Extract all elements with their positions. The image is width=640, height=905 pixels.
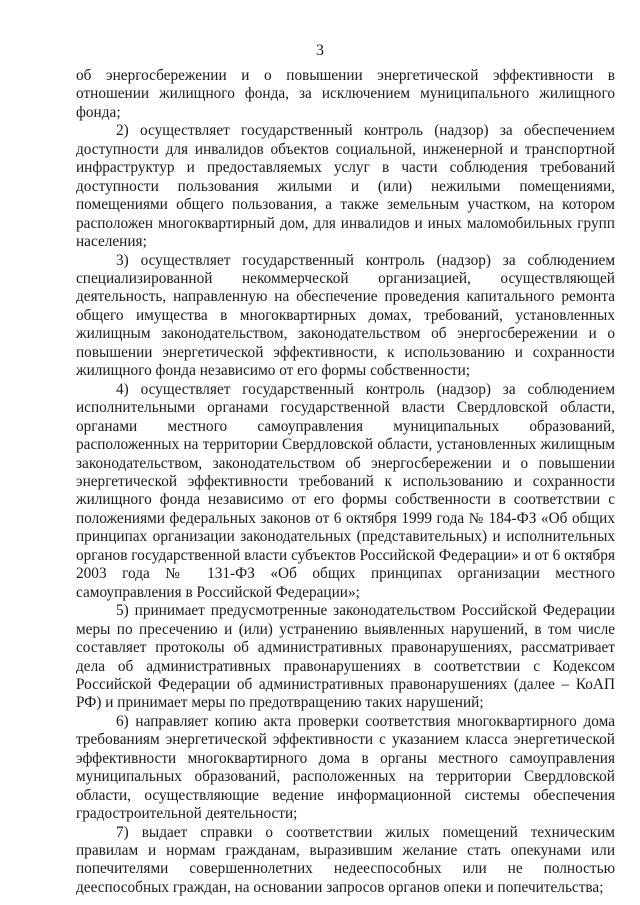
paragraph-item-2: 2) осуществляет государственный контроль (надзор) за обеспечением доступности для инвалидов объектов социальной, инженерной и транспортной инфраструктур и предоставляемых услуг в части соблюдения требований доступности пользования жилыми и (или) нежилыми помещениями, помещениями общего пользования, а также земельным участком, на котором расположен многоквартирный дом, для инвалидов и иных маломобильных групп населения;: [76, 122, 615, 251]
paragraph-continuation: об энергосбережении и о повышении энергетической эффективности в отношении жилищного фонда, за исключением муниципального жилищного фонда;: [76, 67, 615, 121]
paragraph-item-3: 3) осуществляет государственный контроль (надзор) за соблюдением специализированной некоммерческой организацией, осуществляющей деятельность, направленную на обеспечение проведения капитального ремонта общего имущества в многоквартирных домах, требований, установленных жилищным законодательством, законодательством об энергосбережении и о повышении энергетической эффективности, к использованию и сохранности жилищного фонда независимо от его формы собственности;: [76, 251, 615, 380]
paragraph-item-4: 4) осуществляет государственный контроль (надзор) за соблюдением исполнительными органами государственной власти Свердловской области, органами местного самоуправления муниципальных образований, расположенных на территории Свердловской области, установленных жилищным законодательством, законодательством об энергосбережении и о повышении энергетической эффективности требований к использованию и сохранности жилищного фонда независимо от его формы собственности в соответствии с положениями федеральных законов от 6 октября 1999 года № 184-ФЗ «Об общих принципах организации законодательных (представительных) и исполнительных органов государственной власти субъектов Российской Федерации» и от 6 октября 2003 года № 131-ФЗ «Об общих принципах организации местного самоуправления в Российской Федерации»;: [76, 380, 615, 601]
paragraph-item-7: 7) выдает справки о соответствии жилых помещений техническим правилам и нормам гражданам, выразившим желание стать опекунами или попечителями совершеннолетних недееспособных или не полностью дееспособных граждан, на основании запросов органов опеки и попечительства;: [76, 823, 615, 896]
page-number: 3: [316, 42, 324, 59]
paragraph-item-6: 6) направляет копию акта проверки соответствия многоквартирного дома требованиям энергетической эффективности с указанием класса энергетической эффективности многоквартирного дома в органы местного самоуправления муниципальных образований, расположенных на территории Свердловской области, осуществляющие ведение информационной системы обеспечения градостроительной деятельности;: [76, 712, 615, 823]
document-body: [76, 67, 615, 897]
paragraph-item-5: 5) принимает предусмотренные законодательством Российской Федерации меры по пресечению и (или) устранению выявленных нарушений, в том числе составляет протоколы об административных правонарушениях, рассматривает дела об административных правонарушениях в соответствии с Кодексом Российской Федерации об административных правонарушениях (далее – КоАП РФ) и принимает меры по предотвращению таких нарушений;: [76, 602, 615, 712]
